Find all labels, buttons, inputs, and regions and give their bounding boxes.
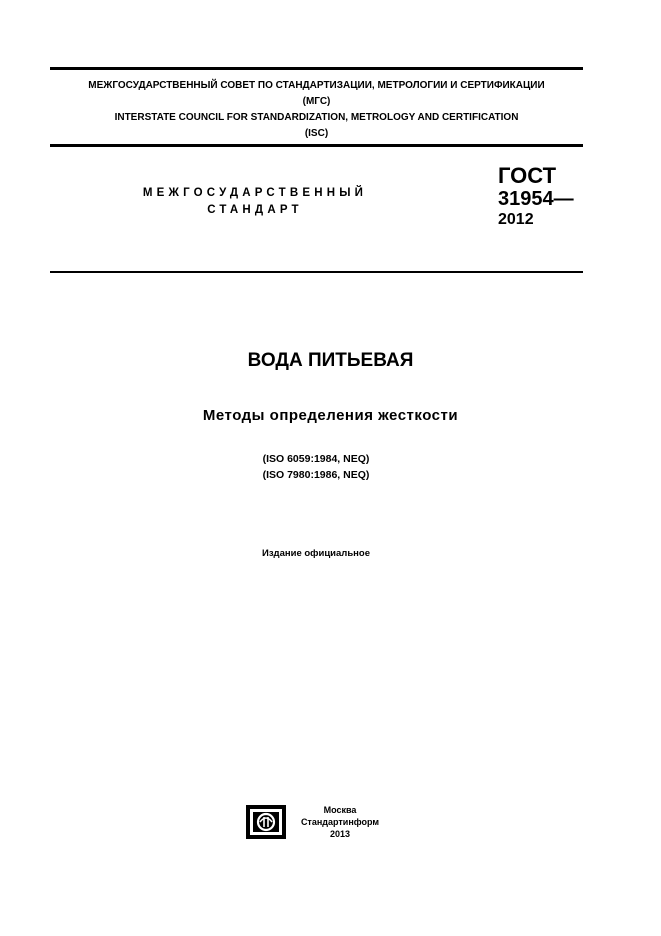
publisher-name: Стандартинформ xyxy=(300,817,380,827)
standard-label-line1: МЕЖГОСУДАРСТВЕННЫЙ xyxy=(142,187,368,199)
council-block xyxy=(50,78,583,142)
edition-note: Издание официальное xyxy=(262,548,370,559)
council-abbr-en: (ISC) xyxy=(304,128,329,139)
standard-bottom-rule xyxy=(50,271,583,273)
iso-reference-1: (ISO 6059:1984, NEQ) xyxy=(262,453,370,465)
publisher-year: 2013 xyxy=(329,829,351,839)
iso-references xyxy=(0,451,632,483)
council-abbr-ru: (МГС) xyxy=(302,96,331,107)
standard-label-line2: СТАНДАРТ xyxy=(207,204,303,216)
council-name-ru: МЕЖГОСУДАРСТВЕННЫЙ СОВЕТ ПО СТАНДАРТИЗАЦИИ, МЕТРОЛОГИИ И СЕРТИФИКАЦИИ xyxy=(88,80,545,91)
council-name-en: INTERSTATE COUNCIL FOR STANDARDIZATION, METROLOGY AND CERTIFICATION xyxy=(114,112,519,123)
gost-year: 2012 xyxy=(498,211,534,228)
publisher-block xyxy=(290,804,390,840)
gost-designation xyxy=(498,164,574,230)
document-title: ВОДА ПИТЬЕВАЯ xyxy=(247,350,414,371)
council-bottom-rule xyxy=(50,144,583,147)
standard-type-label xyxy=(100,185,410,219)
standartinform-logo-icon xyxy=(246,805,286,839)
top-rule xyxy=(50,67,583,70)
gost-number: 31954— xyxy=(498,188,574,210)
document-subtitle: Методы определения жесткости xyxy=(202,407,459,424)
iso-reference-2: (ISO 7980:1986, NEQ) xyxy=(262,469,370,481)
gost-word: ГОСТ xyxy=(498,163,557,188)
publisher-city: Москва xyxy=(323,805,357,815)
